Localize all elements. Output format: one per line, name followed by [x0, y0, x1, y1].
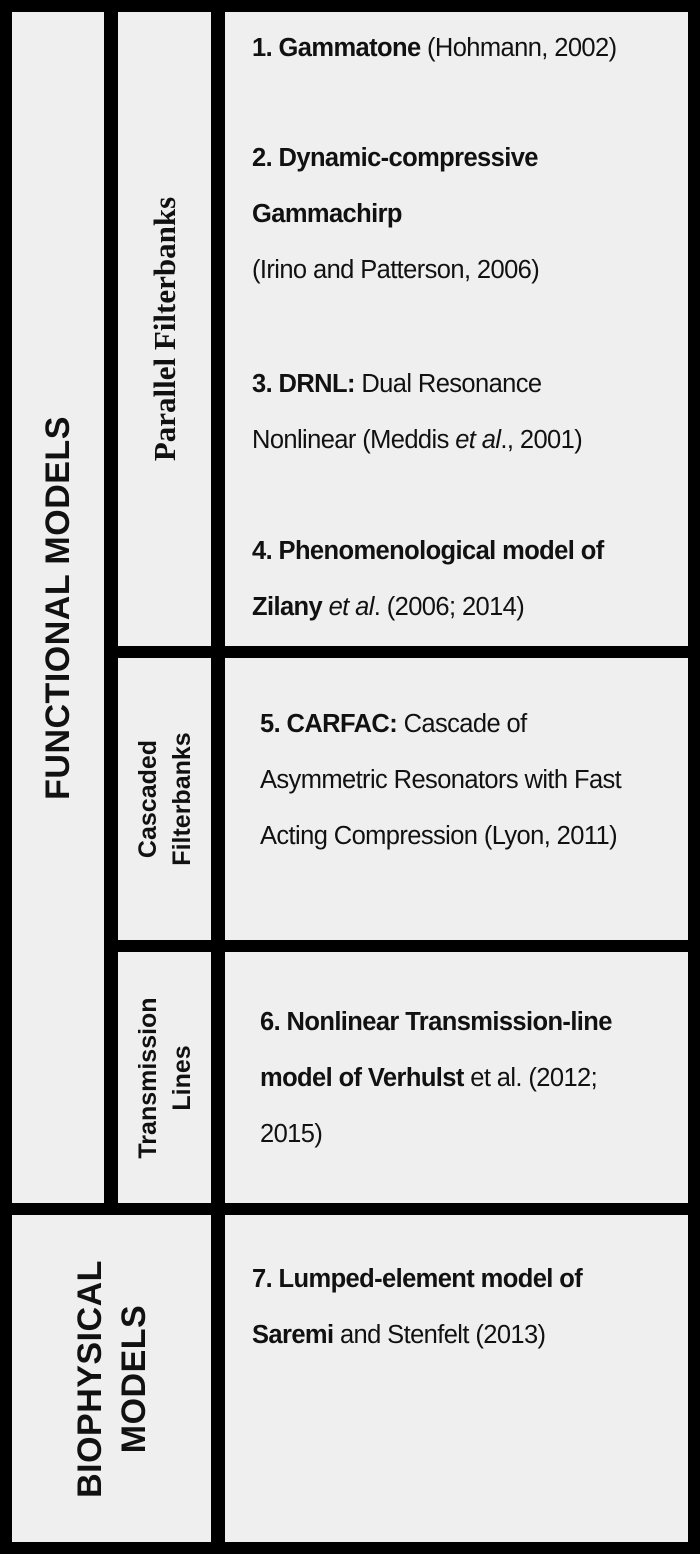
biophysical-label-line1: BIOPHYSICAL: [70, 1259, 109, 1498]
parallel-models-panel: [225, 12, 688, 646]
cascaded-models-panel: [225, 658, 688, 940]
model-6-citation-line3: 2015): [260, 1120, 323, 1148]
cascaded-label-line2: Filterbanks: [167, 732, 196, 866]
model-4-etal: et al: [328, 593, 374, 621]
cascaded-filterbanks-panel: [118, 658, 211, 940]
model-6-citation: et al. (2012;: [463, 1064, 598, 1092]
model-7-name: 7. Lumped-element model of: [252, 1265, 583, 1293]
model-2-citation: (Irino and Patterson, 2006): [252, 256, 540, 284]
functional-models-label: FUNCTIONAL MODELS: [39, 415, 77, 800]
model-6-entry: [260, 994, 612, 1162]
model-1-citation: (Hohmann, 2002): [420, 34, 617, 62]
model-5-name: 5. CARFAC:: [260, 710, 398, 738]
model-2-entry: [252, 130, 539, 298]
functional-models-panel: [12, 12, 104, 1203]
model-3-tail: ., 2001): [500, 426, 583, 454]
transmission-lines-panel: [118, 952, 211, 1203]
model-4-entry: [252, 523, 604, 635]
model-7-author: Saremi: [252, 1321, 334, 1349]
cascaded-label-line1: Cascaded: [133, 739, 162, 859]
model-3-entry: [252, 356, 582, 468]
transmission-lines-label: [131, 997, 199, 1158]
model-1-entry: [252, 20, 616, 76]
model-1-name: 1. Gammatone: [252, 34, 421, 62]
model-7-citation: and Stenfelt (2013): [333, 1321, 546, 1349]
transmission-label-line2: Lines: [167, 1044, 196, 1111]
model-2-name-line1: 2. Dynamic-compressive: [252, 144, 538, 172]
model-3-etal: et al: [455, 426, 501, 454]
model-7-entry: [252, 1251, 582, 1363]
model-3-name: 3. DRNL:: [252, 370, 355, 398]
parallel-filterbanks-panel: [118, 12, 211, 646]
model-5-entry: [260, 696, 621, 864]
transmission-label-line1: Transmission: [133, 996, 162, 1159]
model-6-name-line2: model of Verhulst: [260, 1064, 464, 1092]
model-3-desc-line2: Nonlinear (Meddis: [252, 426, 456, 454]
model-3-desc-line1: Dual Resonance: [354, 370, 542, 398]
model-4-name: 4. Phenomenological model of: [252, 537, 604, 565]
biophysical-label-line2: MODELS: [114, 1304, 153, 1453]
model-5-desc-line3: Acting Compression (Lyon, 2011): [260, 822, 618, 850]
model-4-author: Zilany: [252, 593, 329, 621]
model-5-desc-line1: Cascade of: [397, 710, 527, 738]
cascaded-filterbanks-label: [131, 732, 199, 865]
biophysical-models-entries-panel: [225, 1215, 688, 1542]
biophysical-models-panel: [12, 1215, 211, 1542]
transmission-models-panel: [225, 952, 688, 1203]
biophysical-models-label: [68, 1260, 156, 1498]
model-6-name: 6. Nonlinear Transmission-line: [260, 1008, 612, 1036]
model-2-name-line2: Gammachirp: [252, 200, 402, 228]
model-5-desc-line2: Asymmetric Resonators with Fast: [260, 766, 622, 794]
model-4-tail: . (2006; 2014): [373, 593, 525, 621]
parallel-filterbanks-label: Parallel Filterbanks: [146, 196, 182, 462]
